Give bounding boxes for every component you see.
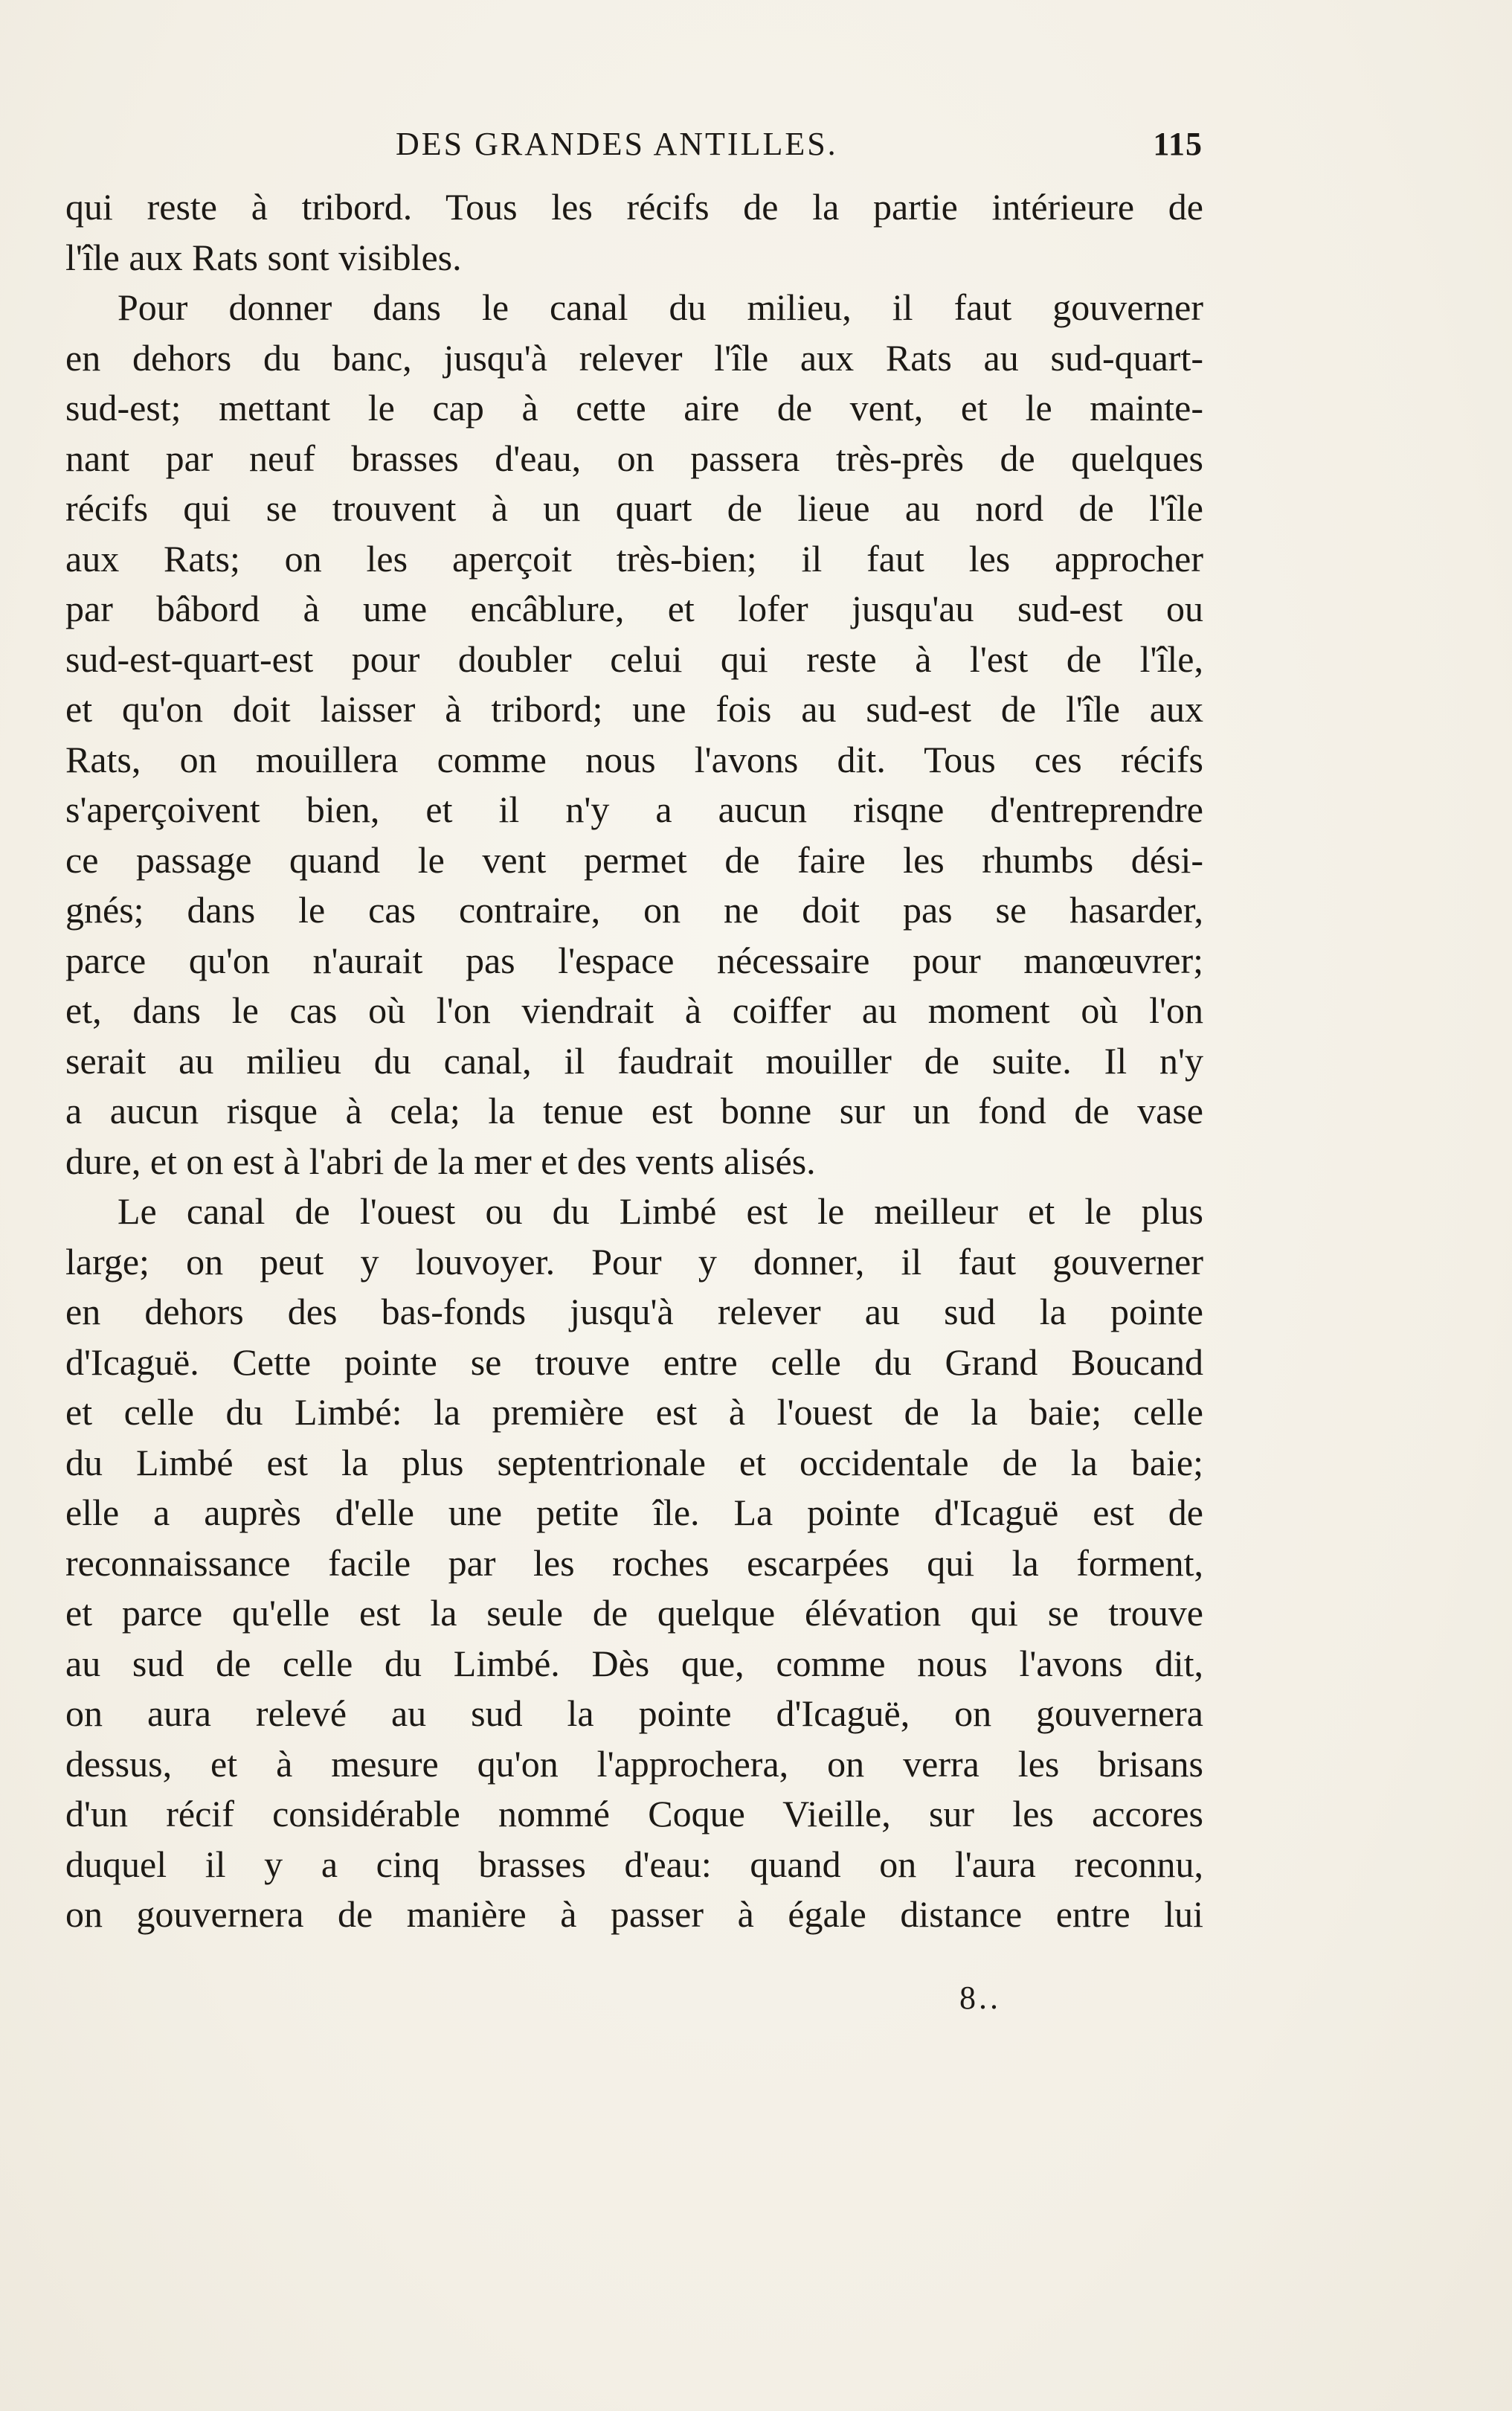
text-line: Le canal de l'ouest ou du Limbé est le meilleur et le plus: [118, 1190, 1203, 1232]
text-line: du Limbé est la plus septentrionale et occidentale de la baie;: [65, 1441, 1203, 1483]
text-line: l'île aux Rats sont visibles.: [65, 236, 462, 278]
signature-mark: 8..: [959, 1980, 1001, 2016]
text-line: par bâbord à ume encâblure, et lofer jusqu'au sud-est ou: [65, 588, 1203, 629]
body-text: [65, 182, 1203, 1940]
text-line: Rats, on mouillera comme nous l'avons dit. Tous ces récifs: [65, 738, 1203, 780]
text-line: nant par neuf brasses d'eau, on passera très-près de quelques: [65, 437, 1203, 479]
text-line: sud-est-quart-est pour doubler celui qui reste à l'est de l'île,: [65, 638, 1203, 680]
text-line: récifs qui se trouvent à un quart de lieue au nord de l'île: [65, 487, 1203, 529]
text-line: gnés; dans le cas contraire, on ne doit pas se hasarder,: [65, 889, 1203, 931]
running-title: DES GRANDES ANTILLES.: [396, 126, 838, 162]
text-line: aux Rats; on les aperçoit très-bien; il faut les approcher: [65, 537, 1203, 580]
text-line: et qu'on doit laisser à tribord; une fois au sud-est de l'île aux: [65, 688, 1203, 730]
running-head: [396, 125, 1203, 170]
text-line: qui reste à tribord. Tous les récifs de la partie intérieure de: [65, 186, 1203, 228]
text-line: en dehors des bas-fonds jusqu'à relever au sud la pointe: [65, 1291, 1203, 1332]
text-line: sud-est; mettant le cap à cette aire de vent, et le mainte-: [65, 387, 1203, 428]
text-line: on gouvernera de manière à passer à égale distance entre lui: [65, 1893, 1203, 1935]
text-line: en dehors du banc, jusqu'à relever l'île aux Rats au sud-quart-: [65, 336, 1203, 379]
text-line: dure, et on est à l'abri de la mer et des vents alisés.: [65, 1140, 816, 1182]
text-line: duquel il y a cinq brasses d'eau: quand on l'aura reconnu,: [65, 1843, 1203, 1885]
text-line: serait au milieu du canal, il faudrait mouiller de suite. Il n'y: [65, 1039, 1203, 1082]
text-line: d'Icaguë. Cette pointe se trouve entre celle du Grand Boucand: [65, 1341, 1203, 1383]
text-line: au sud de celle du Limbé. Dès que, comme nous l'avons dit,: [65, 1642, 1203, 1684]
text-line: dessus, et à mesure qu'on l'approchera, on verra les brisans: [65, 1742, 1203, 1785]
text-line: ce passage quand le vent permet de faire les rhumbs dési-: [65, 838, 1203, 881]
text-line: a aucun risque à cela; la tenue est bonne sur un fond de vase: [65, 1090, 1203, 1131]
text-line: d'un récif considérable nommé Coque Vieille, sur les accores: [65, 1793, 1203, 1834]
page-number: 115: [1153, 126, 1203, 162]
text-line: large; on peut y louvoyer. Pour y donner, il faut gouverner: [65, 1240, 1203, 1282]
text-line: s'aperçoivent bien, et il n'y a aucun risqne d'entreprendre: [65, 789, 1203, 830]
text-line: et celle du Limbé: la première est à l'ouest de la baie; celle: [65, 1391, 1203, 1433]
text-line: parce qu'on n'aurait pas l'espace nécessaire pour manœuvrer;: [65, 939, 1203, 981]
text-line: elle a auprès d'elle une petite île. La pointe d'Icaguë est de: [65, 1492, 1203, 1533]
text-line: et, dans le cas où l'on viendrait à coiffer au moment où l'on: [65, 989, 1203, 1031]
text-line: reconnaissance facile par les roches escarpées qui la forment,: [65, 1541, 1203, 1584]
text-line: on aura relevé au sud la pointe d'Icaguë, on gouvernera: [65, 1692, 1203, 1734]
text-line: Pour donner dans le canal du milieu, il faut gouverner: [118, 286, 1203, 328]
text-line: et parce qu'elle est la seule de quelque élévation qui se trouve: [65, 1592, 1203, 1634]
